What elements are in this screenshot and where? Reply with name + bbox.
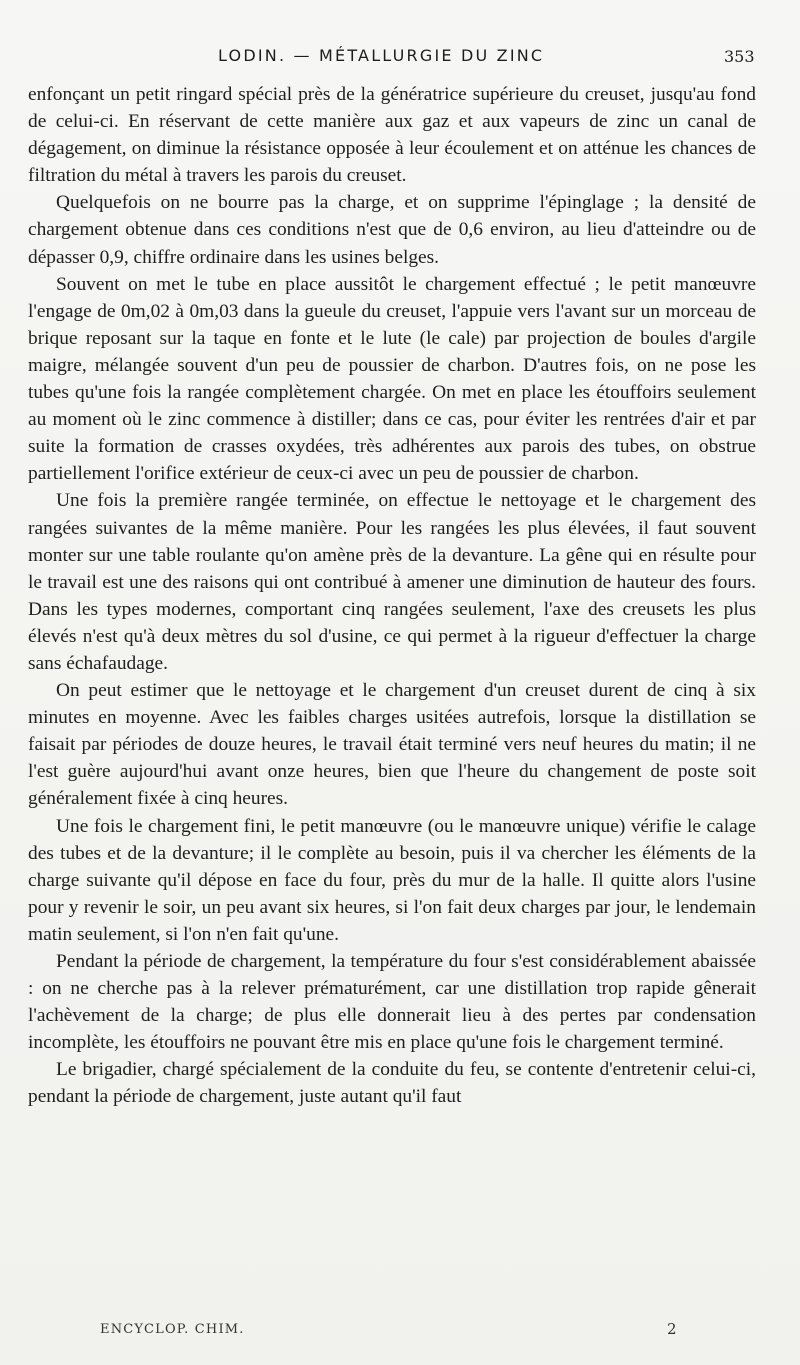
page-footer: [0, 1322, 800, 1346]
paragraph: Souvent on met le tube en place aussitôt le chargement effectué ; le petit manœuvre l'engage de 0m,02 à 0m,03 dans la gueule du creuset, l'appuie vers l'avant sur un morceau de brique reposant sur la taque en fonte et le lute (le cale) par projection de boules d'argile maigre, mélangée souvent d'un peu de poussier de charbon. D'autres fois, on ne pose les tubes qu'une fois la rangée complètement chargée. On met en place les étouffoirs seulement au moment où le zinc commence à distiller; dans ce cas, pour éviter les rentrées d'air et par suite la formation de crasses oxydées, très adhérentes aux parois des tubes, on obstrue partiellement l'orifice extérieur de ceux-ci avec un peu de poussier de charbon.: [28, 273, 756, 485]
body-text: [28, 81, 756, 1111]
paragraph: On peut estimer que le nettoyage et le chargement d'un creuset durent de cinq à six minutes en moyenne. Avec les faibles charges usitées autrefois, lorsque la distillation se faisait par périodes de douze heures, le travail était terminé vers neuf heures du matin; il ne l'est guère aujourd'hui avant onze heures, bien que l'heure du changement de poste soit généralement fixée à cinq heures.: [28, 680, 756, 810]
footer-sheet-number: 2: [667, 1320, 677, 1338]
footer-signature: ENCYCLOP. CHIM.: [100, 1322, 245, 1337]
paragraph: Le brigadier, chargé spécialement de la conduite du feu, se contente d'entretenir celui-ci, pendant la période de chargement, juste autant qu'il faut: [28, 1059, 756, 1108]
paragraph: Pendant la période de chargement, la température du four s'est considérablement abaissée : on ne cherche pas à la relever prématurément, car une distillation trop rapide gênerait l'achèvement de la charge; de plus elle donnerait lieu à des pertes par condensation incomplète, les étouffoirs ne pouvant être mis en place qu'une fois le chargement terminé.: [28, 951, 756, 1054]
running-head: [0, 44, 800, 74]
paragraph: Une fois la première rangée terminée, on effectue le nettoyage et le chargement des rangées suivantes de la même manière. Pour les rangées les plus élevées, il faut souvent monter sur une table roulante qu'on amène près de la devanture. La gêne qui en résulte pour le travail est une des raisons qui ont contribué à amener une diminution de hauteur des fours. Dans les types modernes, comportant cinq rangées seulement, l'axe des creusets les plus élevés n'est qu'à deux mètres du sol d'usine, ce qui permet à la rigueur d'effectuer la charge sans échafaudage.: [28, 490, 756, 674]
paragraph: Une fois le chargement fini, le petit manœuvre (ou le manœuvre unique) vérifie le calage des tubes et de la devanture; il le complète au besoin, puis il va chercher les éléments de la charge suivante qu'il dépose en face du four, près du mur de la halle. Il quitte alors l'usine pour y revenir le soir, un peu avant six heures, si l'on fait deux charges par jour, le lendemain matin seulement, si l'on n'en fait qu'une.: [28, 815, 756, 945]
paragraph: enfonçant un petit ringard spécial près de la génératrice supérieure du creuset, jusqu'au fond de celui-ci. En réservant de cette manière aux gaz et aux vapeurs de zinc un canal de dégagement, on diminue la résistance opposée à leur écoulement et on atténue les chances de filtration du métal à travers les parois du creuset.: [28, 84, 756, 187]
paragraph: Quelquefois on ne bourre pas la charge, et on supprime l'épinglage ; la densité de chargement obtenue dans ces conditions n'est que de 0,6 environ, au lieu d'atteindre ou de dépasser 0,9, chiffre ordinaire dans les usines belges.: [28, 192, 756, 268]
page-number: 353: [724, 47, 755, 66]
running-title: LODIN. — MÉTALLURGIE DU ZINC: [218, 46, 545, 65]
